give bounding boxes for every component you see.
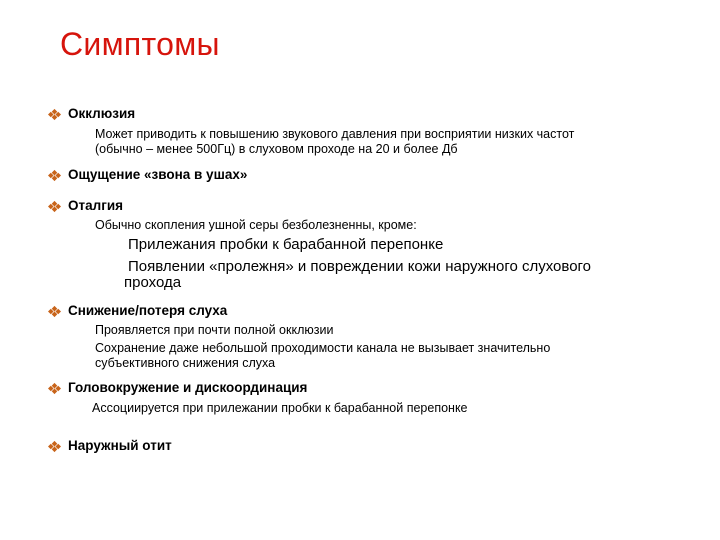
detail-text: (обычно – менее 500Гц) в слуховом проходе на 20 и более Дб	[95, 142, 458, 156]
bullet-label: Ощущение «звона в ушах»	[68, 167, 248, 182]
list-item-hearing-loss	[48, 303, 688, 370]
detail-text: Ассоциируется при прилежании пробки к барабанной перепонке	[92, 401, 468, 415]
diamond-bullet-icon	[48, 108, 61, 121]
subpoint-text: Прилежания пробки к барабанной перепонке	[128, 236, 444, 253]
subpoint-text: Появлении «пролежня» и повреждении кожи наружного слухового	[128, 258, 592, 275]
diamond-bullet-icon	[48, 169, 61, 182]
detail-text: Может приводить к повышению звукового давления при восприятии низких частот	[95, 127, 575, 141]
subpoint-text: прохода	[124, 274, 182, 291]
diamond-bullet-icon	[48, 200, 61, 213]
slide-title: Симптомы	[60, 26, 220, 62]
list-item-otitis	[48, 438, 688, 458]
bullet-label: Снижение/потеря слуха	[68, 303, 228, 318]
diamond-bullet-icon	[48, 382, 61, 395]
diamond-bullet-icon	[48, 305, 61, 318]
detail-text: субъективного снижения слуха	[95, 356, 276, 370]
bullet-label: Окклюзия	[68, 106, 136, 121]
bullet-label: Оталгия	[68, 198, 123, 213]
list-item-tinnitus	[48, 167, 688, 187]
diamond-bullet-icon	[48, 440, 61, 453]
list-item-otalgia	[48, 198, 688, 291]
bullet-label: Наружный отит	[68, 438, 172, 453]
detail-text: Обычно скопления ушной серы безболезненны, кроме:	[95, 218, 417, 232]
detail-text: Сохранение даже небольшой проходимости канала не вызывает значительно	[95, 341, 551, 355]
list-item-occlusion	[48, 106, 688, 156]
list-item-vertigo	[48, 380, 688, 415]
bullet-label: Головокружение и дискоординация	[68, 380, 308, 395]
detail-text: Проявляется при почти полной окклюзии	[95, 323, 334, 337]
